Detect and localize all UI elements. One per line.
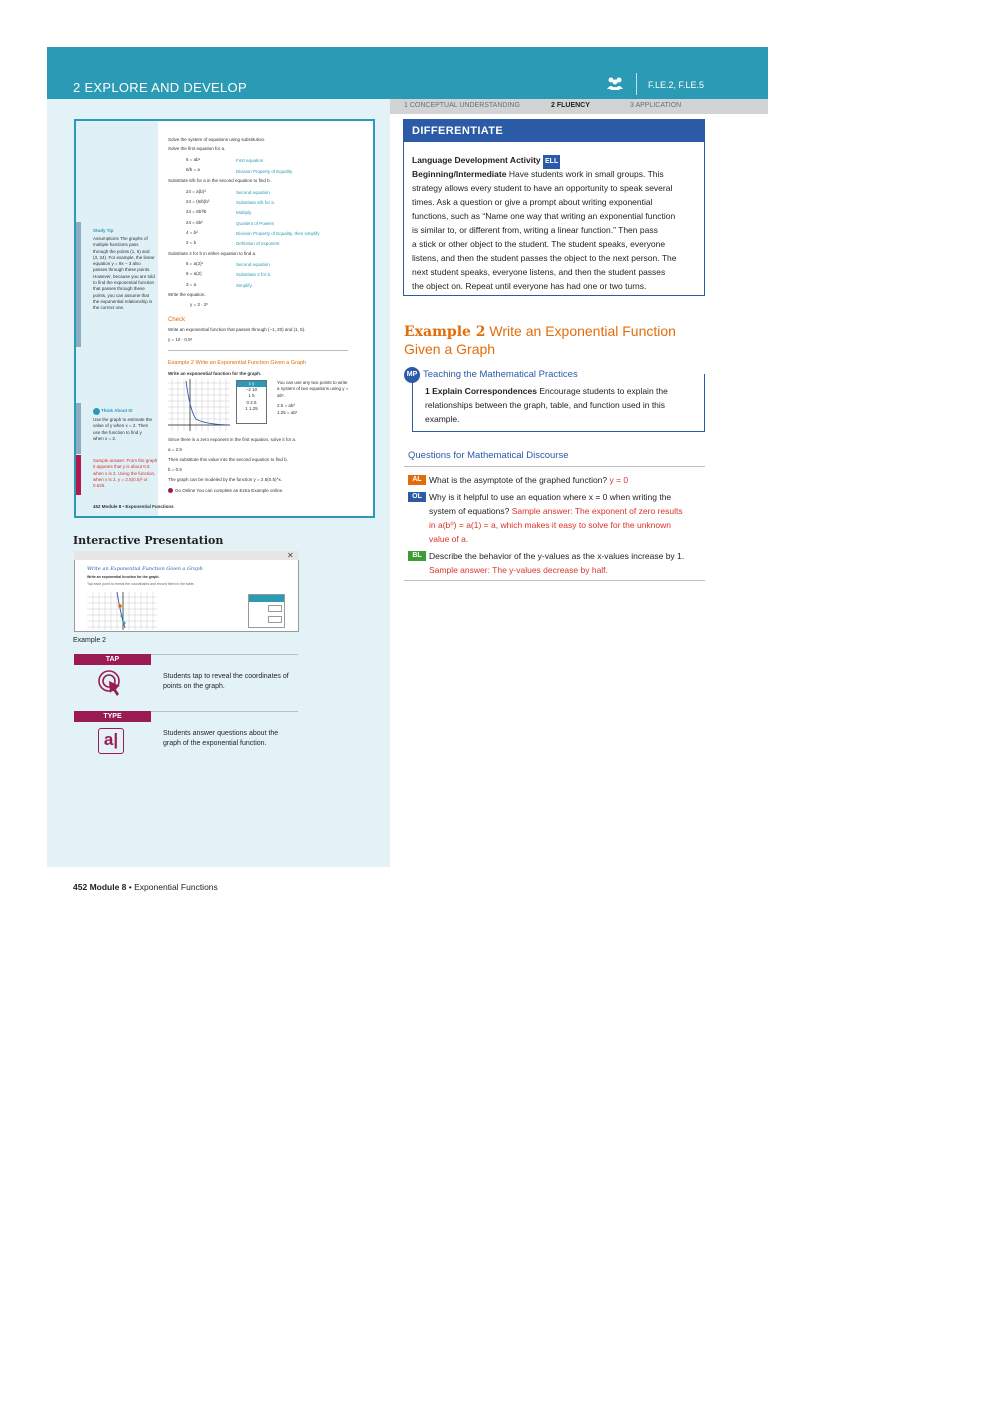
think-text: Use the graph to estimate the value of y when x = 2. Then use the function to find y when x = 2. [93, 417, 153, 441]
ell-badge: ELL [543, 155, 560, 169]
practices-title: Teaching the Mathematical Practices [423, 369, 578, 380]
type-label: TYPE [74, 711, 151, 722]
question-al: What is the asymptote of the graphed function? y = 0 [429, 475, 629, 485]
math-1: 6 = ab¹ [186, 157, 201, 162]
math-17: 1.25 = ab¹ [277, 410, 298, 415]
activity-line: strategy allows every student to have an opportunity to speak several [412, 183, 673, 193]
note-4: Substitute 6/b for a. [236, 200, 276, 205]
math-13: y = 10 · 0.5ˣ [168, 337, 193, 342]
example-title-line2: Given a Graph [404, 341, 496, 357]
thumb-example-title: Example 2 Write an Exponential Function Given a Graph [168, 360, 307, 366]
screen-table-header [249, 595, 284, 602]
activity-line: functions, such as “Name one way that writing an exponential function [412, 211, 676, 221]
activity-line: is similar to, or different from, writing a linear function.” Then pass [412, 225, 658, 235]
note-1: First equation [236, 158, 264, 163]
practices-line-1: 1 Explain Correspondences Encourage students to explain the [425, 386, 668, 396]
activity-line: listens, and then the student passes the object to the next person. The [412, 253, 677, 263]
thumbnail-sidebar [76, 121, 158, 516]
thumb-graph [168, 379, 230, 436]
note-8: Definition of exponent [236, 241, 280, 246]
standards-label: F.LE.2, F.LE.5 [648, 80, 705, 90]
screen-subtitle: Write an exponential function for the graph. [87, 575, 160, 579]
screen-title: Write an Exponential Function Given a Graph [87, 566, 203, 572]
note-11: Simplify. [236, 283, 253, 288]
thumb-table-header: x y [237, 381, 266, 387]
math-15: b = 0.5 [168, 467, 182, 472]
example-title-rest: Write an Exponential Function [485, 323, 676, 339]
math-10: 6 = a(2) [186, 271, 202, 276]
thumb-line-1: Solve the system of equations using substitution. [168, 137, 266, 142]
type-description-2: graph of the exponential function. [163, 740, 267, 747]
thumb-table-row: −2 10 [245, 387, 258, 392]
type-icon: a| [98, 728, 124, 754]
thumb-line-4: Substitute 2 for b in either equation to find a. [168, 251, 257, 256]
math-3: 24 = a(b)³ [186, 189, 206, 194]
screen-graph[interactable] [87, 592, 157, 635]
study-tip-title: Study Tip [93, 228, 114, 233]
tap-divider [151, 654, 298, 655]
math-14: a = 2.5 [168, 447, 182, 452]
screen-table [248, 594, 285, 628]
answer-ol: Sample answer: The exponent of zero results [511, 506, 683, 516]
thumb-page-label: 452 Module 8 • Exponential Functions [93, 504, 174, 509]
thumb-divider [168, 350, 348, 351]
thumb-side-note: You can use any two points to write a system of two equations using y = abˣ. [277, 380, 349, 398]
thumb-line-10: Go Online You can complete an Extra Example online. [175, 488, 284, 493]
study-tip-text: Assumptions The graphs of multiple functions pass through the points (1, 6) and (3, 24). For example, the linear equation y = 9x − 3 also passes through these points. However, because you are told to find the exponential function that passes through these points, you can assume that the exponential relationship is the correct one. [93, 236, 155, 311]
note-3: Second equation [236, 190, 270, 195]
type-divider [151, 711, 298, 712]
note-7: Division Property of Equality, then simplify [236, 231, 320, 236]
tap-icon [98, 670, 124, 703]
mp-badge-icon: MP [404, 367, 420, 383]
differentiate-title: DIFFERENTIATE [403, 119, 705, 142]
note-9: Second equation [236, 262, 270, 267]
math-16: 2.5 = ab⁰ [277, 403, 296, 408]
group-icon [606, 76, 624, 90]
activity-line: next student speaks, everyone listens, and then the student passes [412, 267, 666, 277]
go-online-icon [168, 488, 173, 493]
think-icon [93, 408, 100, 415]
question-ol-line-1: Why is it helpful to use an equation where x = 0 when writing the [429, 492, 672, 502]
level-badge-bl: BL [408, 551, 426, 561]
type-description-1: Students answer questions about the [163, 730, 279, 737]
section-title: 2 EXPLORE AND DEVELOP [73, 80, 247, 95]
interactive-screen-toolbar [74, 551, 299, 560]
footer-topic: Exponential Functions [134, 882, 218, 892]
math-4: 24 = (6/b)b³ [186, 199, 210, 204]
think-title: Think About It! [101, 408, 133, 413]
footer-module: Module 8 [89, 882, 127, 892]
thumb-example-sub: Write an exponential function for the graph. [168, 371, 262, 376]
math-6: 24 = 6b² [186, 220, 203, 225]
note-6: Quotient of Powers [236, 221, 275, 226]
check-label: Check [168, 317, 186, 323]
questions-title: Questions for Mathematical Discourse [408, 450, 569, 461]
answer-bar [76, 455, 81, 495]
example-title [404, 323, 704, 358]
close-icon[interactable]: ✕ [287, 551, 294, 560]
tap-label: TAP [74, 654, 151, 665]
math-8: 2 = b [186, 240, 197, 245]
thumb-line-7: Since there is a zero exponent in the first equation, solve it for a. [168, 437, 297, 442]
thumb-line-6: Write an exponential function that passes through (−1, 20) and (1, 5). [168, 327, 306, 332]
think-bar [76, 403, 81, 454]
screen-table-input[interactable] [268, 605, 282, 612]
header-divider [636, 73, 637, 95]
math-11: 3 = a [186, 282, 197, 287]
questions-divider-bottom [404, 580, 705, 581]
thumb-line-8: Then substitute this value into the second equation to find b. [168, 457, 288, 462]
thumb-table-row: 1 1.25 [245, 405, 258, 411]
answer-al: y = 0 [609, 475, 629, 485]
activity-line: times. Ask a question or give a prompt about writing exponential [412, 197, 653, 207]
think-answer: Sample answer: From the graph it appears that y is about 0.5 when x is 2. Using the function, when x is 2, y = 2.5(0.5)² or 0.625. [93, 458, 158, 489]
practices-line: relationships between the graph, table, and function used in this [425, 400, 666, 410]
question-bl: Describe the behavior of the y-values as the x-values increase by 1. [429, 551, 685, 561]
note-5: Multiply. [236, 210, 253, 215]
footer-separator: • [128, 882, 132, 892]
note-10: Substitute 2 for b. [236, 272, 272, 277]
math-12: y = 3 · 2ˣ [190, 302, 208, 307]
note-2: Division Property of Equality [236, 169, 293, 174]
math-9: 6 = a(2)¹ [186, 261, 204, 266]
thumb-table-row: 1 5 [248, 393, 255, 399]
study-tip-bar [76, 222, 81, 347]
interactive-caption: Example 2 [73, 637, 107, 644]
question-ol-line-2: system of equations? Sample answer: The exponent of zero results [429, 506, 683, 516]
practices-line: example. [425, 414, 460, 424]
screen-table-input[interactable] [268, 616, 282, 623]
thumb-table-row: 0 2.5 [246, 399, 257, 405]
level-badge-ol: OL [408, 492, 426, 502]
activity-line: the object on. Repeat until everyone has had one or two turns. [412, 281, 647, 291]
activity-title: Language Development Activity [412, 155, 541, 165]
questions-divider-top [404, 466, 705, 467]
tab-fluency: 2 FLUENCY [551, 102, 590, 109]
activity-level: Beginning/Intermediate [412, 169, 507, 179]
level-badge-al: AL [408, 475, 426, 485]
thumb-line-5: Write the equation. [168, 292, 206, 297]
page-footer [73, 882, 218, 892]
tab-conceptual-understanding: 1 CONCEPTUAL UNDERSTANDING [404, 102, 520, 109]
tab-application: 3 APPLICATION [630, 102, 682, 109]
activity-line: a stick or other object to the student. The student speaks, everyone [412, 239, 666, 249]
answer-bl: Sample answer: The y-values decrease by half. [429, 565, 608, 575]
footer-page: 452 [73, 882, 88, 892]
math-5: 24 = 6b³/b [186, 209, 207, 214]
tap-description-2: points on the graph. [163, 683, 225, 690]
tap-description-1: Students tap to reveal the coordinates of [163, 673, 289, 680]
activity-line-1: Beginning/Intermediate Have students work in small groups. This [412, 169, 664, 179]
thumb-line-3: Substitute 6/b for a in the second equation to find b. [168, 178, 271, 183]
interactive-heading: Interactive Presentation [73, 534, 224, 547]
practices-lead: 1 Explain Correspondences [425, 386, 537, 396]
screen-hint: Tap each point to reveal the coordinates and record them in the table. [87, 582, 195, 586]
answer-ol-line-3: value of a. [429, 534, 469, 544]
math-7: 4 = b² [186, 230, 198, 235]
thumb-line-9: The graph can be modeled by the function y = 2.5(0.5)^x. [168, 477, 283, 482]
thumb-table [236, 380, 267, 424]
answer-ol-line-2: in a(b⁰) = a(1) = a, which makes it easy to solve for the unknown [429, 520, 671, 530]
math-2: 6/b = a [186, 167, 200, 172]
thumb-line-2: Solve the first equation for a. [168, 146, 226, 151]
example-number: Example 2 [404, 324, 486, 340]
